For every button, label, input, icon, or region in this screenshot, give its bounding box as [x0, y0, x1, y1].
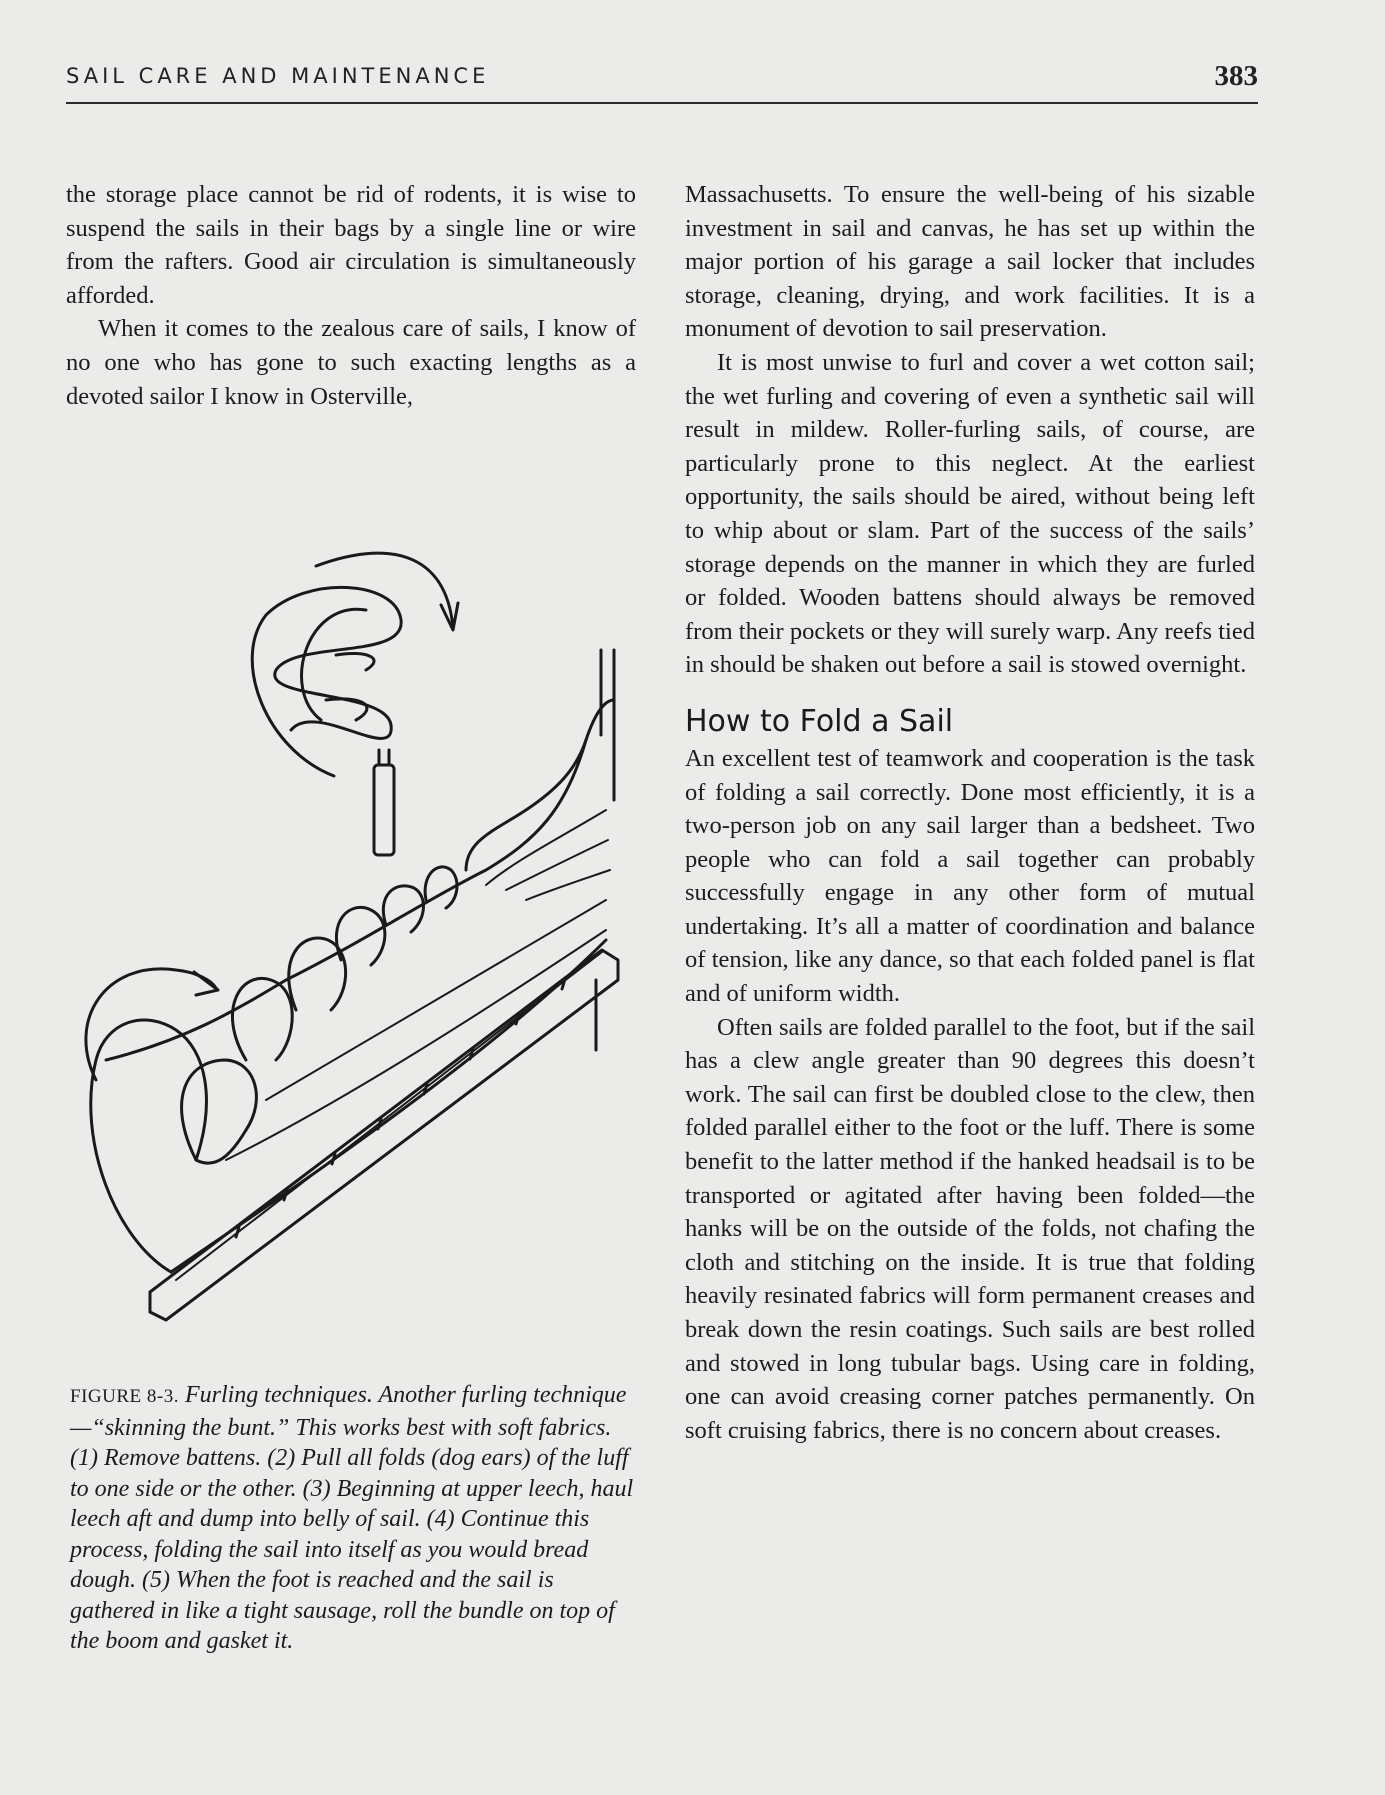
- left-paragraph-2: When it comes to the zealous care of sails, I know of no one who has gone to such exacting lengths as a devoted sailor I know in Osterville,: [66, 315, 636, 410]
- furling-illustration: [66, 540, 646, 1360]
- right-paragraph-3: An excellent test of teamwork and cooperation is the task of folding a sail correctly. Done most efficiently, it is a two-person job on any sail larger than a bedsheet. Two people who can fold a sail together can probably successfully engage in any other form of mutual undertaking. It’s all a matter of coordination and balance of tension, like any dance, so that each folded panel is flat and of uniform width.: [685, 744, 1255, 1008]
- right-column: [685, 178, 1255, 1447]
- left-column: [66, 178, 636, 413]
- caption-label: FIGURE 8-3.: [70, 1386, 179, 1407]
- furling-figure: [66, 540, 646, 1360]
- caption-text: Furling techniques. Another furling technique—“skinning the bunt.” This works best with soft fabrics. (1) Remove battens. (2) Pull all folds (dog ears) of the luff to one side or the other. (3) Beginning at upper leech, haul leech aft and dump into belly of sail. (4) Continue this process, folding the sail into itself as you would bread dough. (5) When the foot is reached and the sail is gathered in like a tight sausage, roll the bundle on top of the boom and gasket it.: [70, 1382, 634, 1654]
- right-paragraph-2: It is most unwise to furl and cover a wet cotton sail; the wet furling and covering of even a synthetic sail will result in mildew. Roller-furling sails, of course, are particularly prone to this neglect. At the earliest opportunity, the sails should be aired, without being left to whip about or slam. Part of the success of the sails’ storage depends on the manner in which they are furled or folded. Wooden battens should always be removed from their pockets or they will surely warp. Any reefs tied in should be shaken out before a sail is stowed overnight.: [685, 348, 1255, 679]
- page-header: [66, 60, 1258, 104]
- right-paragraph-1: Massachusetts. To ensure the well-being of his sizable investment in sail and canvas, he has set up within the major portion of his garage a sail locker that includes storage, cleaning, drying, and work facilities. It is a monument of devotion to sail preservation.: [685, 181, 1255, 343]
- figure-caption: [70, 1380, 640, 1657]
- left-paragraph-1: the storage place cannot be rid of rodents, it is wise to suspend the sails in their bags by a single line or wire from the rafters. Good air circulation is simultaneously afforded.: [66, 181, 636, 309]
- running-head: SAIL CARE AND MAINTENANCE: [66, 64, 490, 88]
- page-number: 383: [1214, 60, 1258, 92]
- right-paragraph-4: Often sails are folded parallel to the foot, but if the sail has a clew angle greater than 90 degrees this doesn’t work. The sail can first be doubled close to the clew, then folded parallel either to the foot or the luff. There is some benefit to the latter method if the hanked headsail is to be transported or agitated after having been folded—the hanks will be on the outside of the folds, not chafing the cloth and stitching on the inside. It is true that folding heavily resinated fabrics will form permanent creases and break down the resin coatings. Such sails are best rolled and stowed in long tubular bags. Using care in folding, one can avoid creasing corner patches permanently. On soft cruising fabrics, there is no concern about creases.: [685, 1013, 1255, 1444]
- section-heading: How to Fold a Sail: [685, 703, 954, 739]
